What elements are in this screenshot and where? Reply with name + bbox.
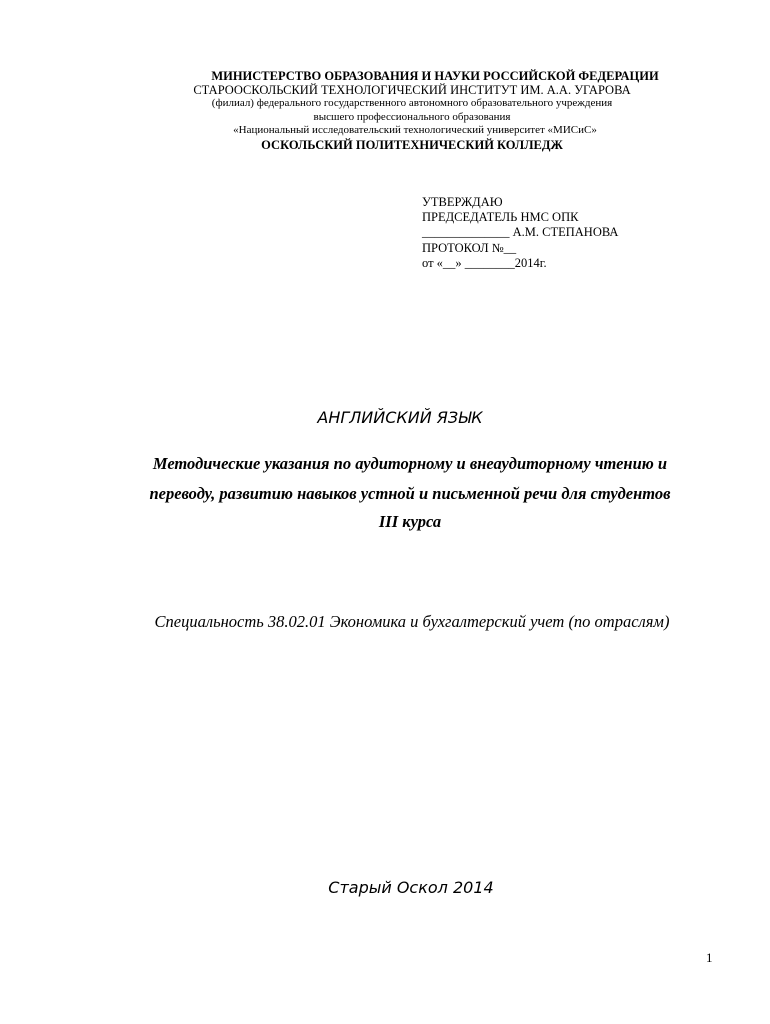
city-year: Старый Оскол 2014: [328, 878, 494, 897]
date-line: от «__» ________2014г.: [422, 256, 547, 270]
signature-line: ______________ А.М. СТЕПАНОВА: [422, 225, 619, 239]
specialty-line: Специальность 38.02.01 Экономика и бухгалтерский учет (по отраслям): [154, 612, 670, 631]
description-line-3: III курса: [378, 512, 442, 531]
college-heading: ОСКОЛЬСКИЙ ПОЛИТЕХНИЧЕСКИЙ КОЛЛЕДЖ: [261, 138, 563, 152]
subject-title: АНГЛИЙСКИЙ ЯЗЫК: [317, 408, 483, 427]
protocol-line: ПРОТОКОЛ №__: [422, 241, 517, 255]
approve-label: УТВЕРЖДАЮ: [422, 195, 503, 209]
education-line: высшего профессионального образования: [313, 111, 511, 123]
page-number: 1: [706, 950, 713, 965]
ministry-heading: МИНИСТЕРСТВО ОБРАЗОВАНИЯ И НАУКИ РОССИЙСКОЙ ФЕДЕРАЦИИ: [211, 69, 659, 83]
branch-line: (филиал) федерального государственного автономного образовательного учреждения: [211, 97, 613, 109]
chairman-line: ПРЕДСЕДАТЕЛЬ НМС ОПК: [422, 210, 579, 224]
description-line-1: Методические указания по аудиторному и внеаудиторному чтению и: [152, 454, 668, 473]
institute-heading: СТАРООСКОЛЬСКИЙ ТЕХНОЛОГИЧЕСКИЙ ИНСТИТУТ ИМ. А.А. УГАРОВА: [193, 83, 631, 97]
description-line-2: переводу, развитию навыков устной и письменной речи для студентов: [149, 484, 671, 503]
university-line: «Национальный исследовательский технологический университет «МИСиС»: [233, 124, 597, 136]
